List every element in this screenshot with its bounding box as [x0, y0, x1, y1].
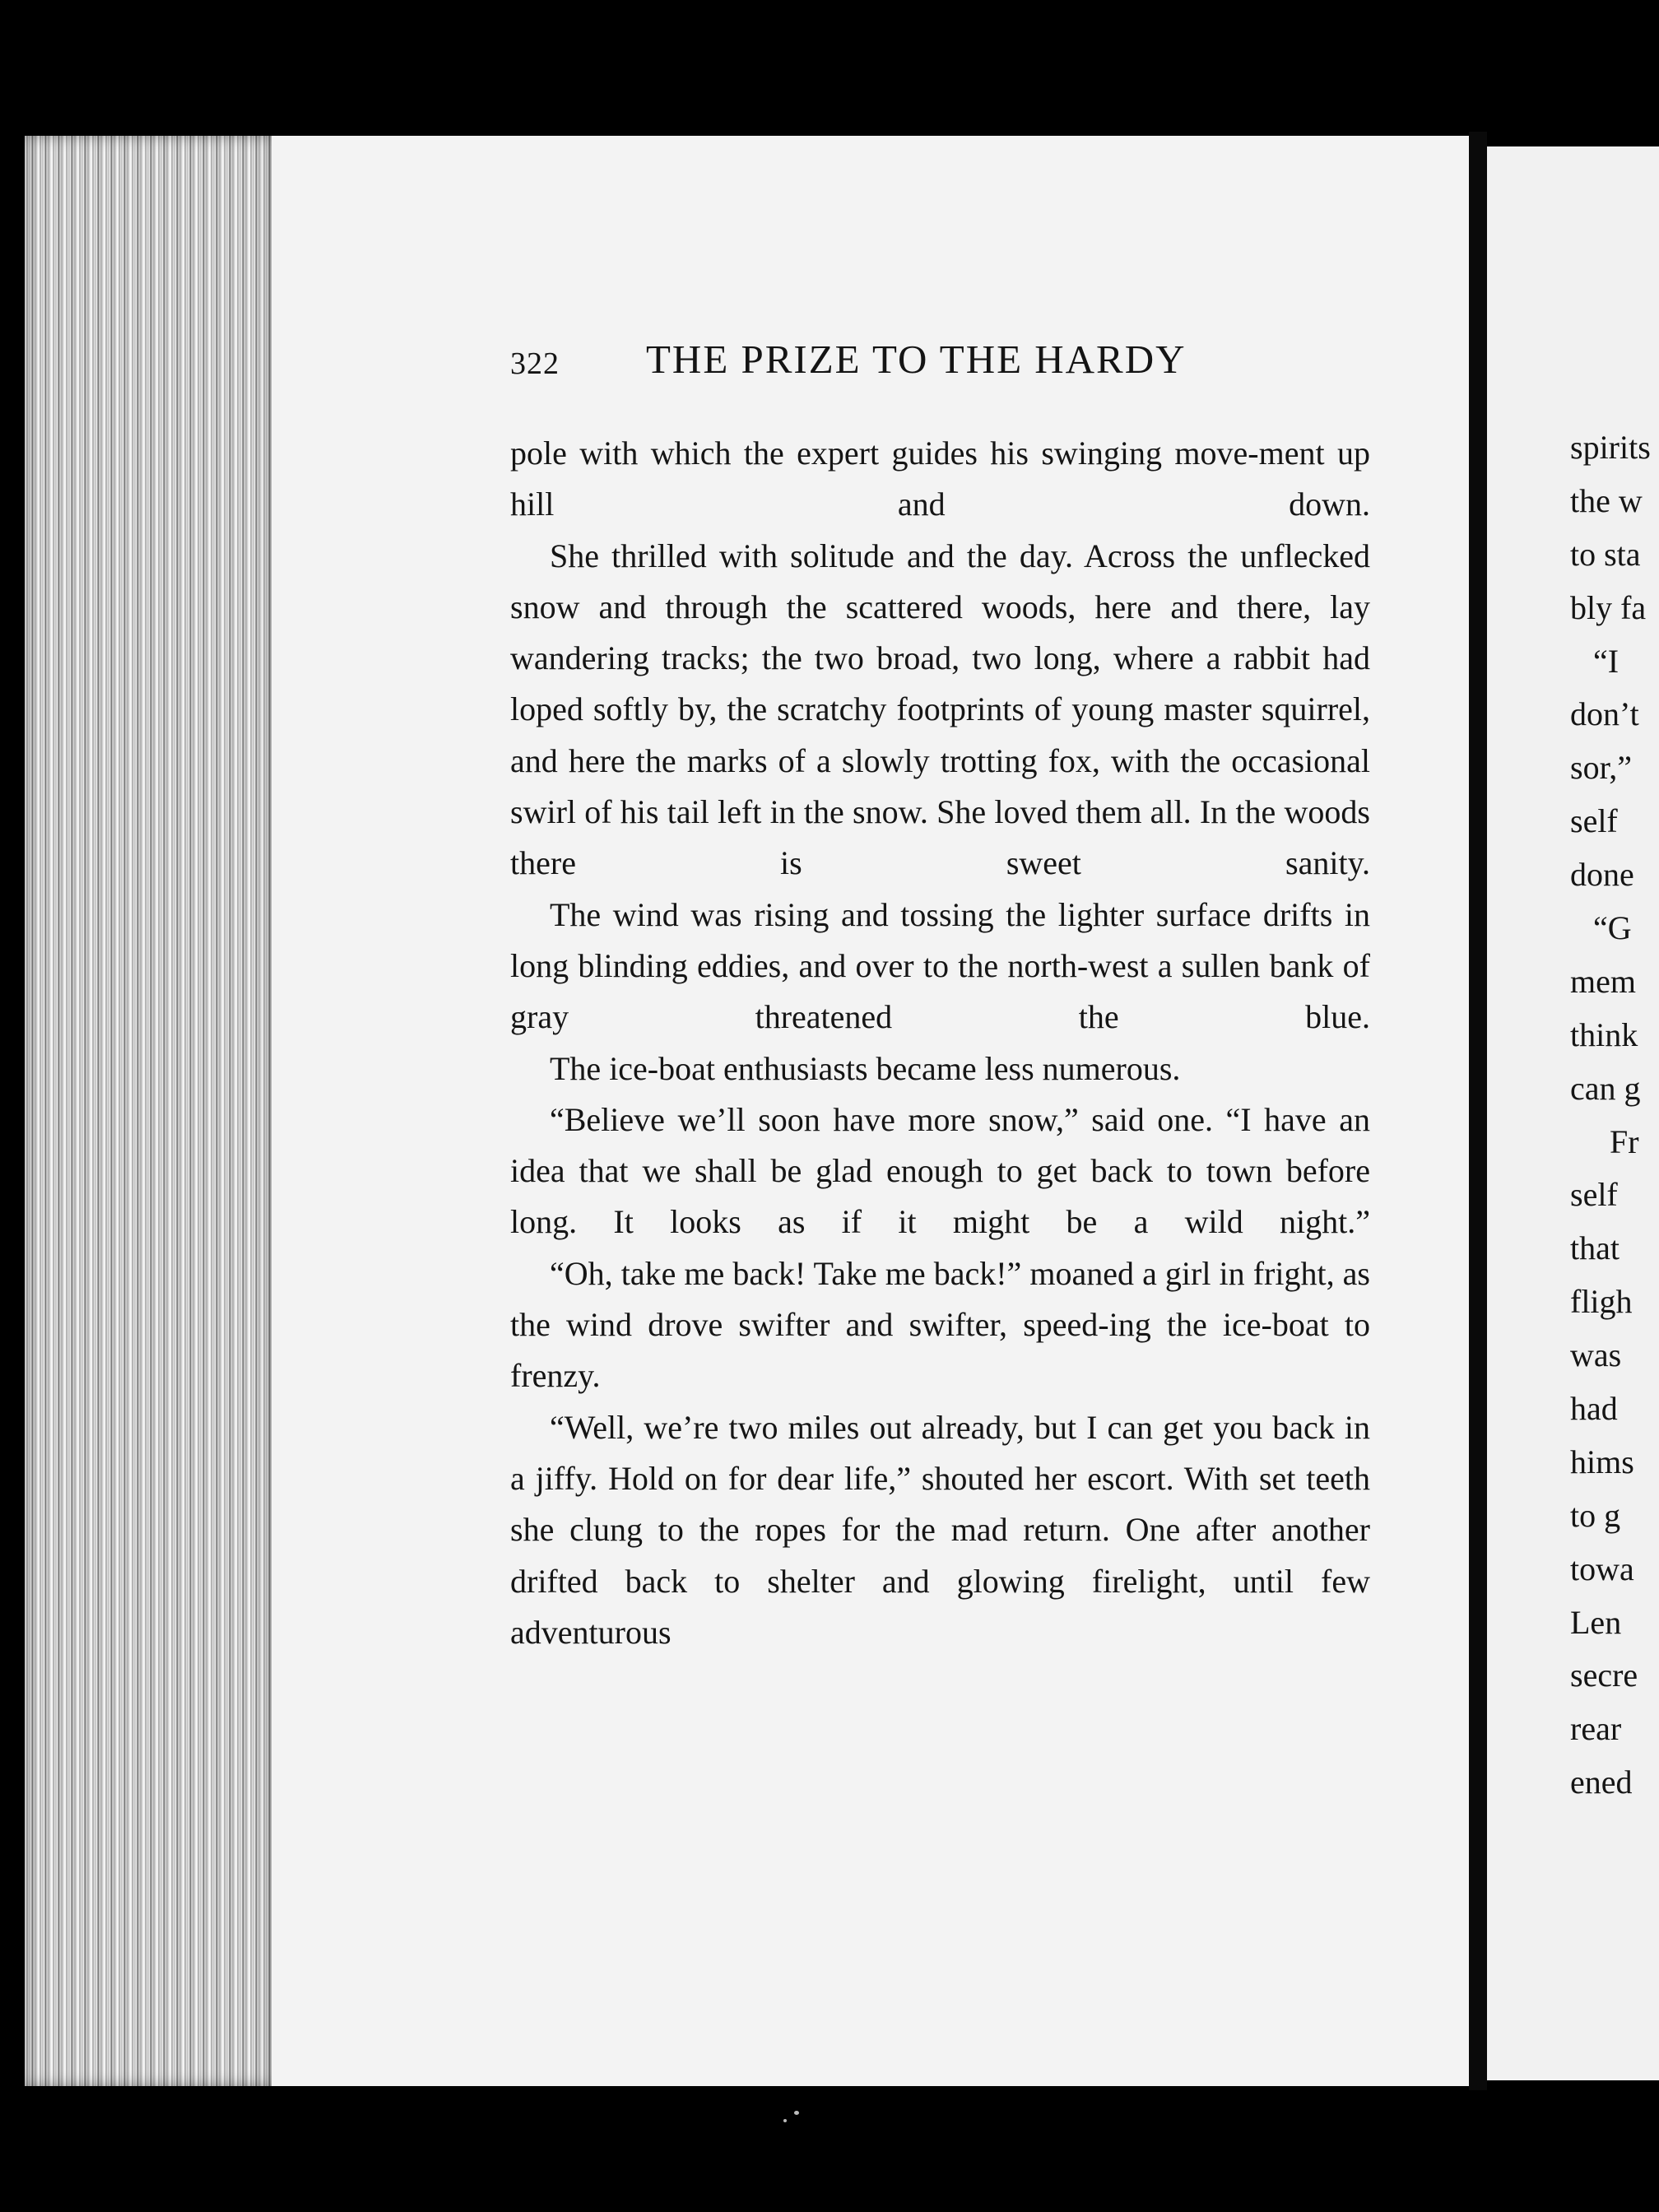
dust-speck	[794, 2111, 799, 2115]
text-fragment: spirits	[1570, 429, 1651, 466]
left-page-body	[510, 428, 1370, 1658]
page-number: 322	[510, 346, 560, 381]
text-fragment: to g	[1570, 1496, 1621, 1534]
text-fragment: that	[1570, 1229, 1620, 1267]
text-fragment: ened	[1570, 1764, 1633, 1801]
text-fragment: the w	[1570, 481, 1643, 519]
text-fragment: had	[1570, 1390, 1618, 1428]
text-fragment: self	[1570, 802, 1618, 840]
paragraph: “Well, we’re two miles out already, but I can get you back in a jiffy. Hold on for dear life,” shouted her escort. With set teeth she clung to the ropes for the mad return. One after another drifted back to shelter and glowing firelight, until few adventurous	[510, 1408, 1370, 1651]
right-page-text-fragments	[1570, 421, 1659, 1810]
paragraph: The ice-boat enthusiasts became less numerous.	[550, 1049, 1181, 1087]
text-fragment: don’t	[1570, 695, 1639, 733]
text-fragment: to sta	[1570, 535, 1641, 573]
text-fragment: rear	[1570, 1710, 1622, 1748]
text-fragment: self	[1570, 1176, 1618, 1214]
text-fragment: can g	[1570, 1069, 1641, 1107]
book-page-edges	[25, 136, 272, 2086]
text-fragment: think	[1570, 1015, 1638, 1053]
paragraph: The wind was rising and tossing the lighter surface drifts in long blinding eddies, and over to the north-west a sullen bank of gray threatened the blue.	[510, 895, 1370, 1036]
text-fragment: “G	[1593, 909, 1632, 947]
text-fragment: sor,”	[1570, 749, 1633, 787]
dust-speck	[783, 2119, 787, 2122]
text-fragment: towa	[1570, 1550, 1634, 1587]
text-fragment: Len	[1570, 1603, 1622, 1641]
text-fragment: Fr	[1610, 1122, 1639, 1160]
text-fragment: bly fa	[1570, 588, 1647, 626]
running-title: THE PRIZE TO THE HARDY	[646, 337, 1187, 382]
text-fragment: “I	[1593, 642, 1620, 680]
text-fragment: was	[1570, 1336, 1622, 1374]
book-gutter	[1469, 132, 1487, 2090]
paragraph: “Believe we’ll soon have more snow,” said one. “I have an idea that we shall be glad enough to get back to town before long. It looks as if it might be a wild night.”	[510, 1100, 1370, 1241]
text-fragment: fligh	[1570, 1283, 1633, 1321]
text-fragment: hims	[1570, 1443, 1634, 1480]
paragraph: She thrilled with solitude and the day. Across the unflecked snow and through the scattered woods, here and there, lay wandering tracks; the two broad, two long, where a rabbit had loped softly by, the scratchy footprints of young master squirrel, and here the marks of a slowly trotting fox, with the occasional swirl of his tail left in the snow. She loved them all. In the woods there is sweet sanity.	[510, 537, 1370, 882]
running-head	[510, 336, 1415, 393]
paragraph: “Oh, take me back! Take me back!” moaned a girl in fright, as the wind drove swifter and swifter, speed-ing the ice-boat to frenzy.	[510, 1254, 1370, 1395]
paragraph: pole with which the expert guides his swinging move-ment up hill and down.	[510, 434, 1370, 523]
text-fragment: secre	[1570, 1657, 1638, 1694]
text-fragment: done	[1570, 856, 1634, 894]
text-fragment: mem	[1570, 962, 1636, 1000]
